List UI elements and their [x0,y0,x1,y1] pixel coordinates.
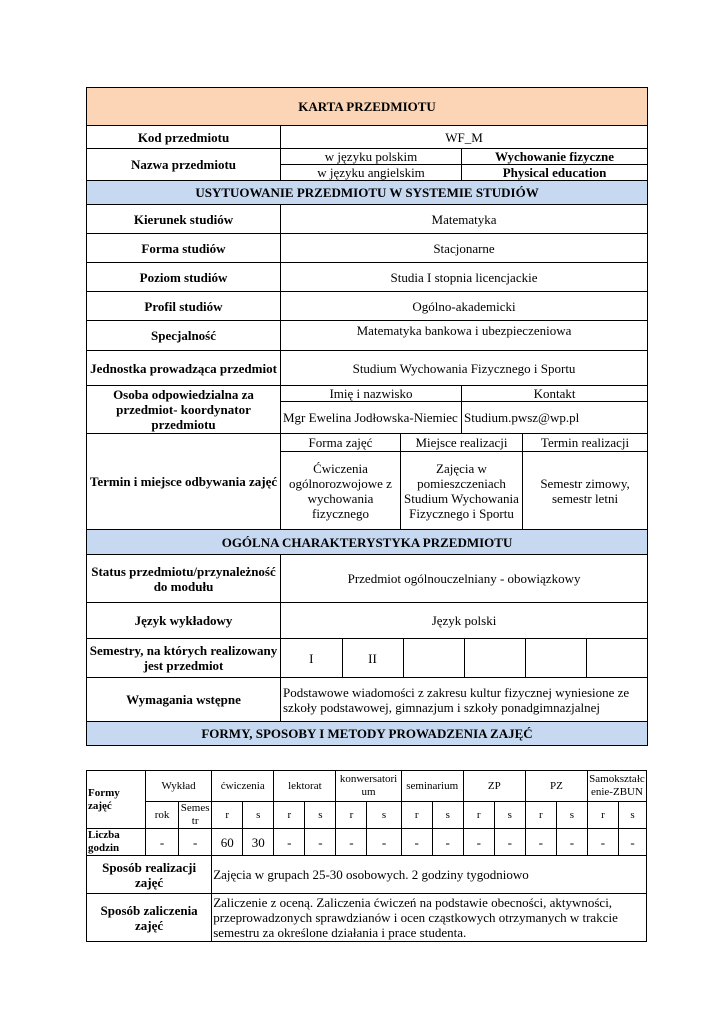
formy-sub: s [367,802,401,829]
formy-group: konwersatorium [336,771,401,802]
semestr-cell: I [281,639,342,677]
formy-group: Wykład [145,771,211,802]
hours-cell: - [401,829,432,856]
hours-cell: 30 [243,829,274,856]
osoba-contact: Studium.pwsz@wp.pl [462,402,648,434]
profil-label: Profil studiów [87,292,281,321]
hours-label: Liczba godzin [87,829,146,856]
formy-sub: r [212,802,243,829]
hours-cell: - [336,829,367,856]
formy-sub: Semestr [179,802,212,829]
formy-sub: r [587,802,618,829]
semestr-cell [586,639,647,677]
hours-cell: - [587,829,618,856]
card-title: KARTA PRZEDMIOTU [87,88,648,126]
nazwa-en-value: Physical education [462,165,648,181]
termin-h3: Termin realizacji [523,434,648,452]
formy-sub: s [243,802,274,829]
status-value: Przedmiot ogólnouczelniany - obowiązkowy [281,555,648,603]
status-label: Status przedmiotu/przynależność do modułu [87,555,281,603]
hours-cell: - [145,829,178,856]
kierunek-value: Matematyka [281,205,648,234]
formy-group: ćwiczenia [212,771,274,802]
osoba-name-header: Imię i nazwisko [281,386,462,402]
hours-cell: - [179,829,212,856]
nazwa-pl-label: w języku polskim [281,149,462,165]
formy-group: Samokształcenie-ZBUN [587,771,646,802]
hours-cell: - [494,829,525,856]
formy-table [86,770,647,942]
semestr-cell: II [342,639,403,677]
hours-cell: - [463,829,494,856]
sposob-zaliczenia-label: Sposób zaliczenia zajęć [87,894,212,942]
hours-cell: - [367,829,401,856]
termin-label: Termin i miejsce odbywania zajęć [87,434,281,530]
section-usytuowanie: USYTUOWANIE PRZEDMIOTU W SYSTEMIE STUDIÓW [87,181,648,205]
formy-sub: s [618,802,646,829]
profil-value: Ogólno-akademicki [281,292,648,321]
semestry-label: Semestry, na których realizowany jest przedmiot [87,639,281,678]
formy-group: ZP [463,771,525,802]
termin-v3: Semestr zimowy, semestr letni [523,452,648,530]
termin-v1: Ćwiczenia ogólnorozwojowe z wychowania fizycznego [281,452,401,530]
formy-label: Formy zajęć [87,771,146,829]
osoba-name: Mgr Ewelina Jodłowska-Niemiec [281,402,462,434]
formy-group: seminarium [401,771,463,802]
hours-cell: - [618,829,646,856]
hours-cell: - [274,829,305,856]
termin-h2: Miejsce realizacji [401,434,523,452]
forma-label: Forma studiów [87,234,281,263]
hours-cell: - [556,829,587,856]
semestry-grid [281,639,648,678]
semestr-cell [525,639,586,677]
formy-sub: s [305,802,336,829]
semestr-cell [464,639,525,677]
jednostka-value: Studium Wychowania Fizycznego i Sportu [281,351,648,386]
specjalnosc-label: Specjalność [87,321,281,351]
forma-value: Stacjonarne [281,234,648,263]
sposob-realizacji-label: Sposób realizacji zajęć [87,856,212,894]
specjalnosc-value: Matematyka bankowa i ubezpieczeniowa [281,321,648,351]
semestr-cell [403,639,464,677]
formy-sub: r [274,802,305,829]
osoba-label: Osoba odpowiedzialna za przedmiot- koordynator przedmiotu [87,386,281,434]
osoba-contact-header: Kontakt [462,386,648,402]
nazwa-en-label: w języku angielskim [281,165,462,181]
kierunek-label: Kierunek studiów [87,205,281,234]
sposob-realizacji-value: Zajęcia w grupach 25-30 osobowych. 2 godziny tygodniowo [212,856,647,894]
termin-v2: Zajęcia w pomieszczeniach Studium Wychowania Fizycznego i Sportu [401,452,523,530]
nazwa-label: Nazwa przedmiotu [87,149,281,181]
formy-sub: r [463,802,494,829]
formy-sub: s [432,802,463,829]
kod-value: WF_M [281,126,648,149]
section-charakterystyka: OGÓLNA CHARAKTERYSTYKA PRZEDMIOTU [87,530,648,555]
hours-cell: - [525,829,556,856]
formy-sub: r [525,802,556,829]
kod-label: Kod przedmiotu [87,126,281,149]
jezyk-label: Język wykładowy [87,603,281,639]
wymagania-label: Wymagania wstępne [87,678,281,722]
formy-sub: r [401,802,432,829]
nazwa-pl-value: Wychowanie fizyczne [462,149,648,165]
jezyk-value: Język polski [281,603,648,639]
formy-sub: r [336,802,367,829]
wymagania-value: Podstawowe wiadomości z zakresu kultur fizycznej wyniesione ze szkoły podstawowej, gimnazjum i szkoły ponadgimnazjalnej [281,678,648,722]
hours-cell: - [432,829,463,856]
hours-cell: 60 [212,829,243,856]
formy-sub: s [494,802,525,829]
jednostka-label: Jednostka prowadząca przedmiot [87,351,281,386]
formy-group: lektorat [274,771,336,802]
sposob-zaliczenia-value: Zaliczenie z oceną. Zaliczenia ćwiczeń na podstawie obecności, aktywności, przeprowadzonych sprawdzianów i ocen cząstkowych otrzymanych w trakcie semestru za określone działania i prace studenta. [212,894,647,942]
formy-group: PZ [525,771,587,802]
hours-cell: - [305,829,336,856]
section-formy: FORMY, SPOSOBY I METODY PROWADZENIA ZAJĘĆ [87,722,648,746]
formy-sub: rok [145,802,178,829]
formy-sub: s [556,802,587,829]
termin-h1: Forma zajęć [281,434,401,452]
poziom-value: Studia I stopnia licencjackie [281,263,648,292]
poziom-label: Poziom studiów [87,263,281,292]
course-card-table [86,87,648,746]
